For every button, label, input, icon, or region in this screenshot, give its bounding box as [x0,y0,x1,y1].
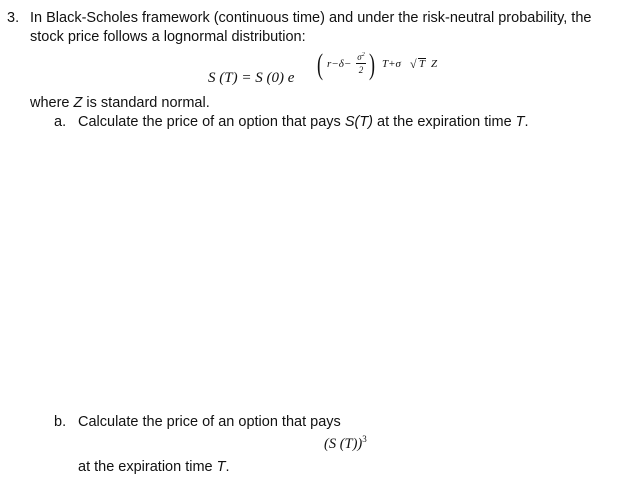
formula-sigma-fraction [356,52,366,75]
sqrt-icon: √ [410,57,417,71]
fraction-numerator: $\sigma^2$ [357,52,365,62]
question-number: 3. [7,10,20,26]
formula-exponent-t-sigma: T+σ [382,58,401,70]
part-b-question: Calculate the price of an option that pays [78,414,341,430]
fraction-denominator: 2 [358,65,364,75]
formula-open-paren: ( [317,48,323,81]
formula-sqrt-argument: T [419,58,426,70]
part-a-question: Calculate the price of an option that pays S(T) at the expiration time T. [78,114,529,130]
where-statement: where Z is standard normal. [30,95,210,111]
question-intro-line-2: stock price follows a lognormal distribution: [30,29,306,45]
part-b-expiry: at the expiration time T. [78,459,230,475]
formula-exponent-z: Z [431,58,438,70]
formula-lhs: S (T) = S (0) e [208,70,295,86]
part-b-payoff: (S (T))$^3$ [324,434,367,452]
formula-exponent-r-delta: r−δ− [327,58,352,70]
part-a-label: a. [54,114,67,130]
part-b-label: b. [54,414,67,430]
formula-close-paren: ) [369,48,375,81]
question-intro-line-1: In Black-Scholes framework (continuous time) and under the risk-neutral probability, the [30,10,592,26]
fraction-bar [356,63,366,64]
